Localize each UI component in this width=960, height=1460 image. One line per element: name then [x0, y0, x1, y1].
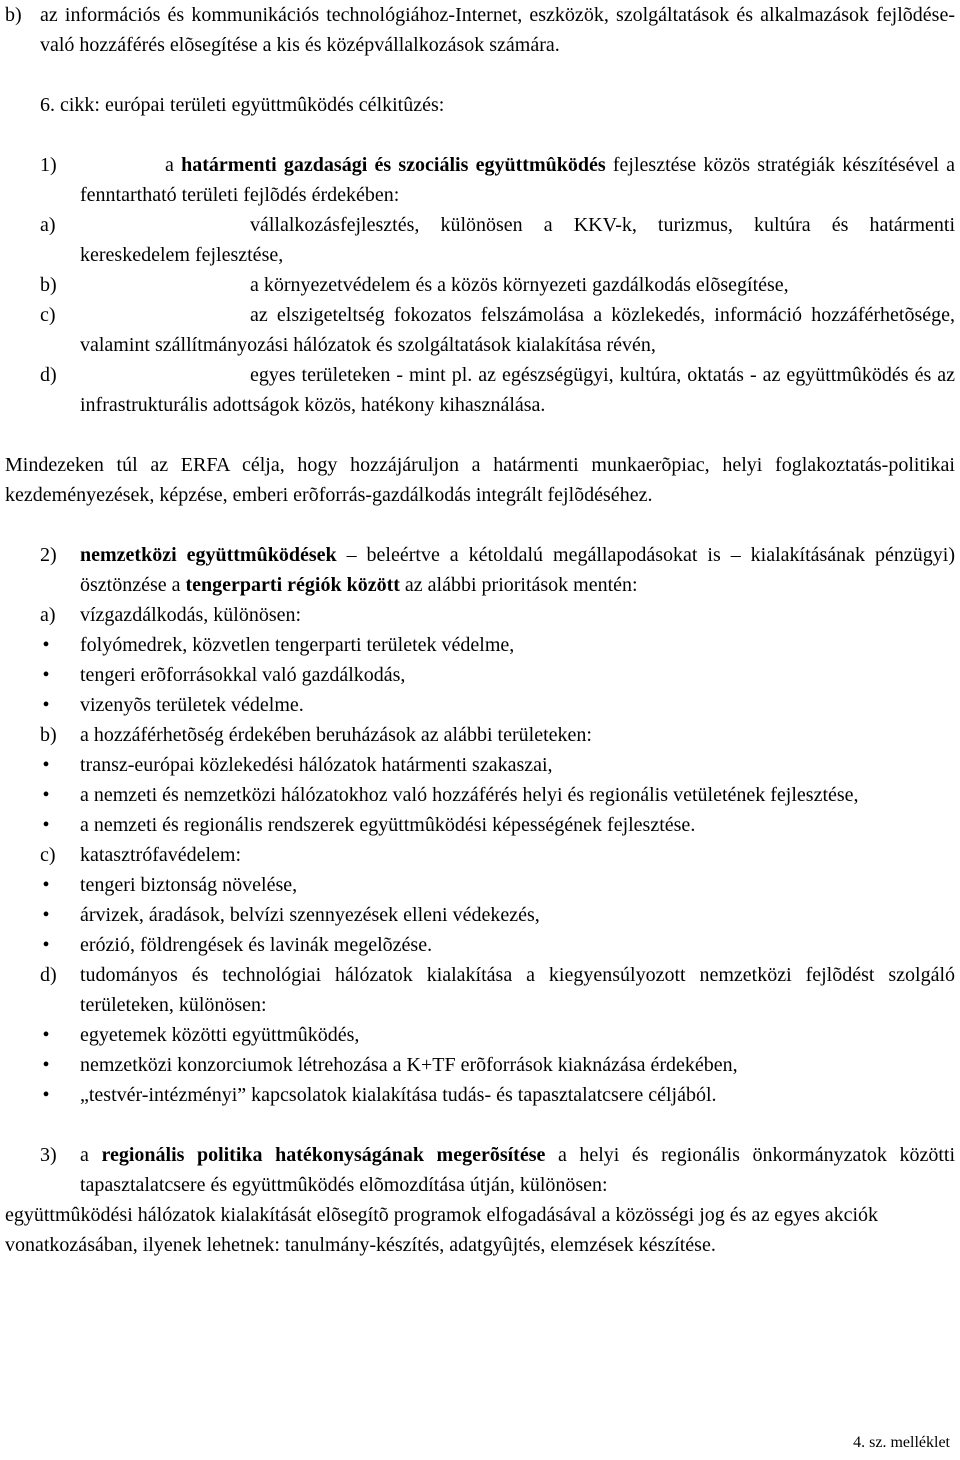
- bullet-icon: •: [42, 1084, 50, 1106]
- bullet-text: „testvér-intézményi” kapcsolatok kialakítása tudás- és tapasztalatcsere céljából.: [80, 1084, 717, 1106]
- group-title: a hozzáférhetõség érdekében beruházások az alábbi területeken:: [80, 724, 592, 746]
- group-b: [5, 720, 955, 750]
- group-label: b): [40, 724, 57, 746]
- erfa-paragraph: Mindezeken túl az ERFA célja, hogy hozzájáruljon a határmenti munkaerõpiac, helyi foglakoztatás-politikai kezdeményezések, képzése, emberi erõforrás-gazdálkodás integrált fejlõdéséhez.: [5, 454, 955, 506]
- bullet-icon: •: [42, 664, 50, 686]
- list-item: [5, 1020, 955, 1050]
- group-a: [5, 600, 955, 630]
- bullet-text: árvizek, áradások, belvízi szennyezések elleni védekezés,: [80, 904, 540, 926]
- page-content: [5, 0, 955, 1260]
- item-2-bold-2: tengerparti régiók között: [185, 574, 400, 596]
- sub-item-a: [5, 210, 955, 270]
- item-3-text: [5, 1140, 955, 1200]
- sub-item-d: [5, 360, 955, 420]
- intro-item: [5, 0, 955, 60]
- bullet-text: vizenyõs területek védelme.: [80, 694, 304, 716]
- closing-paragraph: együttmûködési hálózatok kialakítását elõsegítõ programok elfogadásával a közösségi jog és az egyes akciók vonatkozásában, ilyenek lehetnek: tanulmány-készítés, adatgyûjtés, elemzések készítése.: [5, 1204, 879, 1256]
- bullet-icon: •: [42, 784, 50, 806]
- bullet-text: folyómedrek, közvetlen tengerparti területek védelme,: [80, 634, 515, 656]
- bullet-icon: •: [42, 1054, 50, 1076]
- bullet-text: erózió, földrengések és lavinák megelõzése.: [80, 934, 433, 956]
- item-2-label: 2): [40, 544, 57, 566]
- item-1-text: [5, 150, 955, 210]
- list-item: [5, 1050, 955, 1080]
- item-3-bold: regionális politika hatékonyságának megerõsítése: [101, 1144, 546, 1166]
- list-item: [5, 630, 955, 660]
- item-1-bold: határmenti gazdasági és szociális együttmûködés: [181, 154, 606, 176]
- bullet-icon: •: [42, 874, 50, 896]
- group-label: a): [40, 604, 56, 626]
- group-label: c): [40, 844, 56, 866]
- item-1-post: fejlesztése közös stratégiák készítésével a fenntartható területi fejlõdés érdekében:: [80, 154, 956, 206]
- sub-item-label: c): [40, 304, 56, 326]
- bullet-text: a nemzeti és regionális rendszerek együttmûködési képességének fejlesztése.: [80, 814, 696, 836]
- sub-item-text: vállalkozásfejlesztés, különösen a KKV-k, turizmus, kultúra és határmenti kereskedelem fejlesztése,: [80, 214, 955, 266]
- footer-annex-label: 4. sz. melléklet: [853, 1434, 950, 1451]
- bullet-icon: •: [42, 814, 50, 836]
- intro-text: az információs és kommunikációs technológiához-Internet, eszközök, szolgáltatások és alkalmazások fejlõdése- való hozzáférés elõsegítése a kis és középvállalkozások számára.: [40, 4, 955, 56]
- item-3-pre: a: [80, 1144, 89, 1166]
- bullet-icon: •: [42, 634, 50, 656]
- bullet-text: tengeri biztonság növelése,: [80, 874, 298, 896]
- group-title: katasztrófavédelem:: [80, 844, 242, 866]
- bullet-icon: •: [42, 904, 50, 926]
- bullet-text: nemzetközi konzorciumok létrehozása a K+TF erõforrások kiaknázása érdekében,: [80, 1054, 738, 1076]
- bullet-icon: •: [42, 1024, 50, 1046]
- list-item: [5, 780, 955, 810]
- sub-item-c: [5, 300, 955, 360]
- sub-item-label: b): [40, 274, 57, 296]
- list-item: [5, 690, 955, 720]
- group-d: [5, 960, 955, 1020]
- item-3: [5, 1140, 955, 1200]
- list-item: [5, 870, 955, 900]
- item-1-label: 1): [40, 154, 57, 176]
- group-c: [5, 840, 955, 870]
- item-3-label: 3): [40, 1144, 57, 1166]
- sub-item-label: a): [40, 214, 56, 236]
- sub-item-label: d): [40, 364, 57, 386]
- list-item: [5, 660, 955, 690]
- sub-item-b: [5, 270, 955, 300]
- list-item: [5, 810, 955, 840]
- group-title: tudományos és technológiai hálózatok kialakítása a kiegyensúlyozott nemzetközi fejlõdést szolgáló területeken, különösen:: [80, 964, 955, 1016]
- sub-item-text: egyes területeken - mint pl. az egészségügyi, kultúra, oktatás - az együttmûködés és az infrastrukturális adottságok közös, hatékony kihasználása.: [80, 364, 955, 416]
- sub-item-text: az elszigeteltség fokozatos felszámolása a közlekedés, információ hozzáférhetõsége, valamint szállítmányozási hálózatok és szolgáltatások kialakítása révén,: [80, 304, 955, 356]
- group-title: vízgazdálkodás, különösen:: [80, 604, 302, 626]
- item-2-mid: – beleértve a kétoldalú megállapodásokat is – kialakításának pénzügyi) ösztönzése a: [80, 544, 955, 596]
- item-2-text: [5, 540, 955, 600]
- sub-item-text: a környezetvédelem és a közös környezeti gazdálkodás elõsegítése,: [250, 274, 789, 296]
- list-item: [5, 750, 955, 780]
- intro-label: b): [5, 4, 22, 26]
- bullet-icon: •: [42, 754, 50, 776]
- list-item: [5, 930, 955, 960]
- list-item: [5, 900, 955, 930]
- group-label: d): [40, 964, 57, 986]
- item-1-pre: a: [165, 154, 174, 176]
- item-1: [5, 150, 955, 210]
- bullet-icon: •: [42, 694, 50, 716]
- item-2-post: az alábbi prioritások mentén:: [404, 574, 638, 596]
- article-heading: 6. cikk: európai területi együttmûködés célkitûzés:: [40, 94, 445, 116]
- bullet-text: transz-európai közlekedési hálózatok határmenti szakaszai,: [80, 754, 553, 776]
- bullet-text: a nemzeti és nemzetközi hálózatokhoz való hozzáférés helyi és regionális vetületének fejlesztése,: [80, 784, 859, 806]
- item-3-post: a helyi és regionális önkormányzatok közötti tapasztalatcsere és együttmûködés elõmozdítása útján, különösen:: [80, 1144, 956, 1196]
- bullet-text: tengeri erõforrásokkal való gazdálkodás,: [80, 664, 406, 686]
- bullet-icon: •: [42, 934, 50, 956]
- list-item: [5, 1080, 955, 1110]
- item-2: [5, 540, 955, 600]
- bullet-text: egyetemek közötti együttmûködés,: [80, 1024, 360, 1046]
- item-2-bold-1: nemzetközi együttmûködések: [80, 544, 337, 566]
